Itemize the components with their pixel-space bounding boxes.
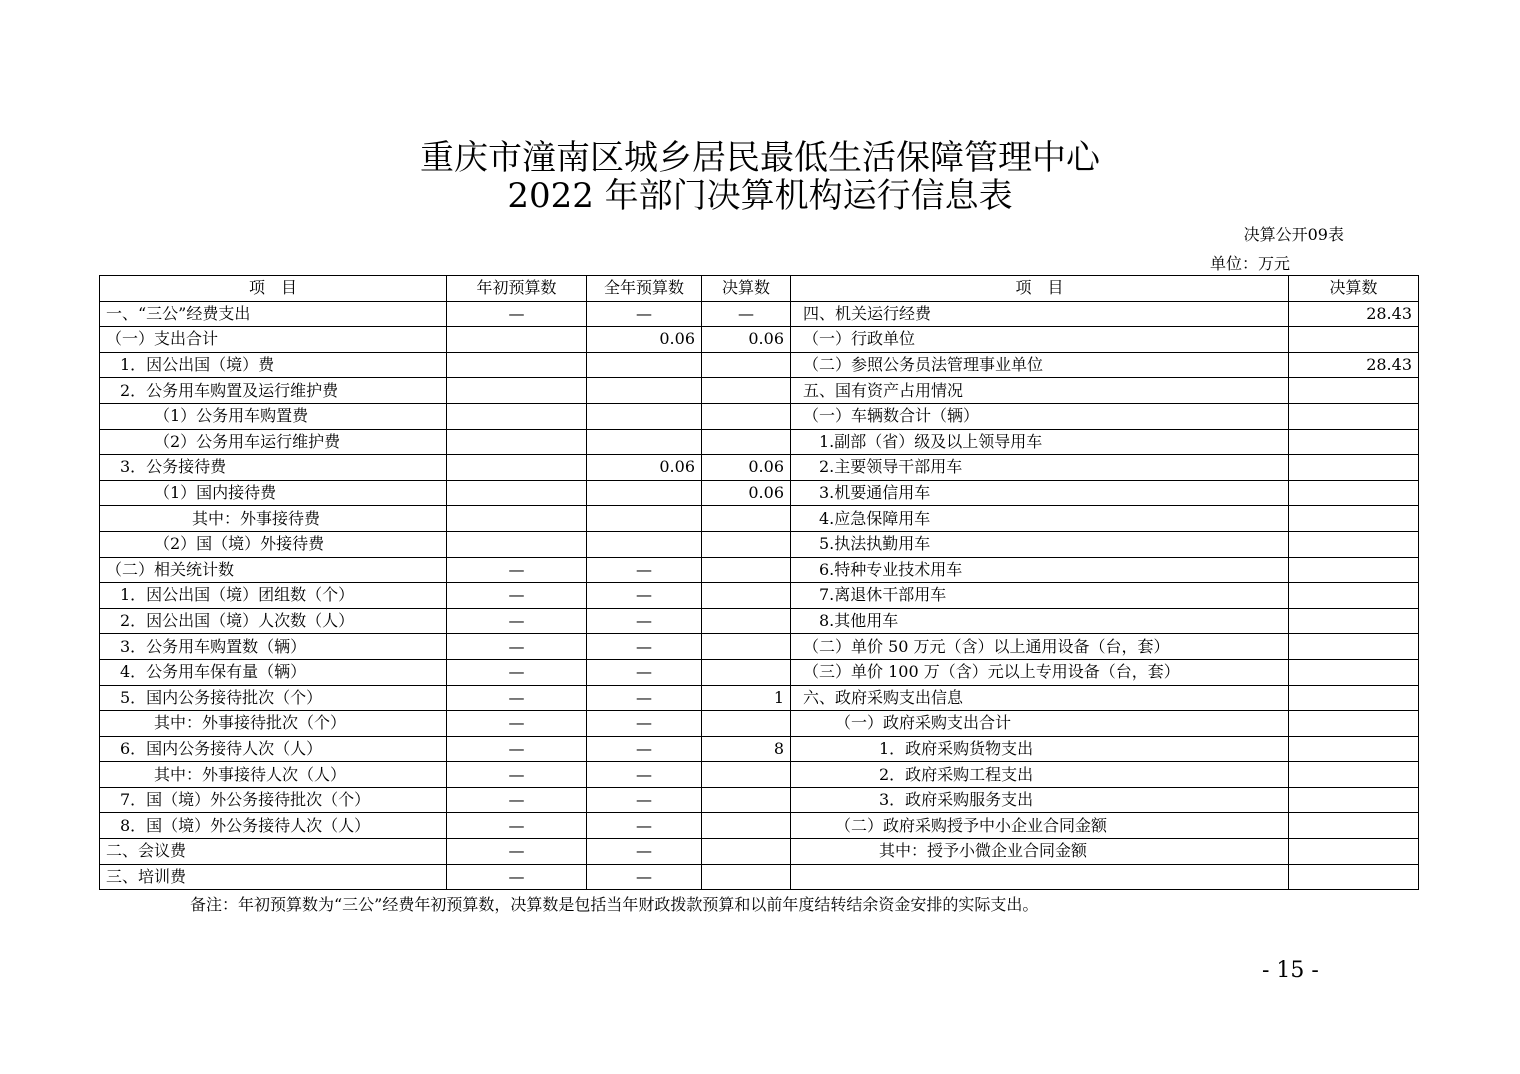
table-code: 决算公开09表	[1243, 225, 1344, 244]
full-year-budget-cell: —	[587, 608, 702, 634]
document-title-line1: 重庆市潼南区城乡居民最低生活保障管理中心	[420, 138, 1100, 178]
table-row	[100, 864, 1419, 890]
header-right-item: 项 目	[791, 276, 1289, 302]
table-row	[100, 813, 1419, 839]
right-item-cell: 2．政府采购工程支出	[791, 762, 1289, 788]
right-final-cell	[1289, 736, 1419, 762]
left-item-cell: 其中：外事接待人次（人）	[100, 762, 447, 788]
table-row	[100, 455, 1419, 481]
final-account-cell	[702, 608, 791, 634]
full-year-budget-cell: 0.06	[587, 327, 702, 353]
full-year-budget-cell	[587, 403, 702, 429]
initial-budget-cell	[447, 327, 587, 353]
right-item-cell: 1.副部（省）级及以上领导用车	[791, 429, 1289, 455]
left-item-cell: 8．国（境）外公务接待人次（人）	[100, 813, 447, 839]
initial-budget-cell: —	[447, 762, 587, 788]
initial-budget-cell: —	[447, 659, 587, 685]
right-item-cell: （二）政府采购授予中小企业合同金额	[791, 813, 1289, 839]
final-account-cell	[702, 506, 791, 532]
final-account-cell	[702, 403, 791, 429]
final-account-cell	[702, 864, 791, 890]
table-row	[100, 634, 1419, 660]
final-account-cell	[702, 531, 791, 557]
final-account-cell	[702, 378, 791, 404]
full-year-budget-cell: —	[587, 557, 702, 583]
left-item-cell: （一）支出合计	[100, 327, 447, 353]
right-item-cell: 3．政府采购服务支出	[791, 787, 1289, 813]
left-item-cell: （2）公务用车运行维护费	[100, 429, 447, 455]
right-item-cell: 4.应急保障用车	[791, 506, 1289, 532]
right-final-cell	[1289, 864, 1419, 890]
initial-budget-cell: —	[447, 864, 587, 890]
left-item-cell: 二、会议费	[100, 839, 447, 865]
final-account-cell	[702, 813, 791, 839]
left-item-cell: 其中：外事接待批次（个）	[100, 711, 447, 737]
left-item-cell: （2）国（境）外接待费	[100, 531, 447, 557]
left-item-cell: 3．公务接待费	[100, 455, 447, 481]
right-final-cell	[1289, 634, 1419, 660]
right-final-cell	[1289, 787, 1419, 813]
right-final-cell	[1289, 557, 1419, 583]
table-row	[100, 787, 1419, 813]
right-item-cell: （一）政府采购支出合计	[791, 711, 1289, 737]
right-item-cell: 7.离退休干部用车	[791, 583, 1289, 609]
full-year-budget-cell: —	[587, 736, 702, 762]
table-row	[100, 531, 1419, 557]
initial-budget-cell	[447, 403, 587, 429]
initial-budget-cell: —	[447, 685, 587, 711]
right-final-cell	[1289, 659, 1419, 685]
table-row	[100, 762, 1419, 788]
final-account-cell	[702, 711, 791, 737]
full-year-budget-cell	[587, 480, 702, 506]
right-final-cell: 28.43	[1289, 301, 1419, 327]
right-item-cell	[791, 864, 1289, 890]
full-year-budget-cell: —	[587, 583, 702, 609]
full-year-budget-cell	[587, 352, 702, 378]
initial-budget-cell	[447, 480, 587, 506]
right-final-cell	[1289, 839, 1419, 865]
right-item-cell: 1．政府采购货物支出	[791, 736, 1289, 762]
left-item-cell: 2．因公出国（境）人次数（人）	[100, 608, 447, 634]
table-row	[100, 378, 1419, 404]
initial-budget-cell: —	[447, 839, 587, 865]
full-year-budget-cell: —	[587, 659, 702, 685]
header-initial-budget: 年初预算数	[447, 276, 587, 302]
right-final-cell	[1289, 583, 1419, 609]
right-item-cell: （二）单价 50 万元（含）以上通用设备（台，套）	[791, 634, 1289, 660]
full-year-budget-cell: —	[587, 301, 702, 327]
table-row	[100, 301, 1419, 327]
left-item-cell: 1．因公出国（境）团组数（个）	[100, 583, 447, 609]
right-final-cell	[1289, 429, 1419, 455]
header-final-account: 决算数	[702, 276, 791, 302]
full-year-budget-cell: —	[587, 685, 702, 711]
right-final-cell	[1289, 711, 1419, 737]
left-item-cell: 其中：外事接待费	[100, 506, 447, 532]
table-row	[100, 711, 1419, 737]
final-account-cell: 0.06	[702, 480, 791, 506]
final-account-cell	[702, 787, 791, 813]
table-row	[100, 429, 1419, 455]
right-item-cell: 8.其他用车	[791, 608, 1289, 634]
right-final-cell	[1289, 378, 1419, 404]
final-account-cell	[702, 429, 791, 455]
initial-budget-cell: —	[447, 787, 587, 813]
left-item-cell: （1）公务用车购置费	[100, 403, 447, 429]
right-item-cell: 其中：授予小微企业合同金额	[791, 839, 1289, 865]
full-year-budget-cell: 0.06	[587, 455, 702, 481]
left-item-cell: 三、培训费	[100, 864, 447, 890]
unit-label: 单位：万元	[1209, 254, 1290, 273]
left-item-cell: 7．国（境）外公务接待批次（个）	[100, 787, 447, 813]
full-year-budget-cell: —	[587, 839, 702, 865]
table-row	[100, 506, 1419, 532]
initial-budget-cell: —	[447, 634, 587, 660]
initial-budget-cell	[447, 378, 587, 404]
final-account-cell: 0.06	[702, 455, 791, 481]
initial-budget-cell: —	[447, 813, 587, 839]
initial-budget-cell: —	[447, 557, 587, 583]
right-item-cell: 3.机要通信用车	[791, 480, 1289, 506]
full-year-budget-cell: —	[587, 813, 702, 839]
table-row	[100, 736, 1419, 762]
right-final-cell	[1289, 455, 1419, 481]
full-year-budget-cell	[587, 429, 702, 455]
left-item-cell: 1．因公出国（境）费	[100, 352, 447, 378]
initial-budget-cell	[447, 352, 587, 378]
final-account-cell: 8	[702, 736, 791, 762]
table-row	[100, 403, 1419, 429]
right-final-cell	[1289, 403, 1419, 429]
right-final-cell	[1289, 480, 1419, 506]
initial-budget-cell: —	[447, 711, 587, 737]
final-account-cell: 0.06	[702, 327, 791, 353]
right-item-cell: 四、机关运行经费	[791, 301, 1289, 327]
full-year-budget-cell: —	[587, 864, 702, 890]
final-account-cell: —	[702, 301, 791, 327]
right-item-cell: 5.执法执勤用车	[791, 531, 1289, 557]
footnote: 备注：年初预算数为“三公”经费年初预算数，决算数是包括当年财政拨款预算和以前年度结转结余资金安排的实际支出。	[190, 895, 1039, 914]
final-account-cell	[702, 659, 791, 685]
final-account-cell	[702, 839, 791, 865]
table-row	[100, 685, 1419, 711]
left-item-cell: 4．公务用车保有量（辆）	[100, 659, 447, 685]
final-account-cell	[702, 634, 791, 660]
final-account-cell	[702, 557, 791, 583]
right-final-cell	[1289, 813, 1419, 839]
initial-budget-cell	[447, 531, 587, 557]
right-final-cell	[1289, 531, 1419, 557]
initial-budget-cell: —	[447, 301, 587, 327]
table-row	[100, 659, 1419, 685]
full-year-budget-cell: —	[587, 787, 702, 813]
initial-budget-cell: —	[447, 736, 587, 762]
operating-info-table	[99, 275, 1419, 890]
header-left-item: 项 目	[100, 276, 447, 302]
document-title-line2: 2022 年部门决算机构运行信息表	[507, 176, 1013, 216]
initial-budget-cell: —	[447, 583, 587, 609]
right-item-cell: （三）单价 100 万（含）元以上专用设备（台，套）	[791, 659, 1289, 685]
full-year-budget-cell: —	[587, 634, 702, 660]
left-item-cell: （1）国内接待费	[100, 480, 447, 506]
full-year-budget-cell	[587, 531, 702, 557]
initial-budget-cell	[447, 429, 587, 455]
full-year-budget-cell	[587, 378, 702, 404]
right-final-cell	[1289, 506, 1419, 532]
right-item-cell: （二）参照公务员法管理事业单位	[791, 352, 1289, 378]
left-item-cell: 2．公务用车购置及运行维护费	[100, 378, 447, 404]
right-final-cell	[1289, 327, 1419, 353]
table-row	[100, 608, 1419, 634]
right-final-cell: 28.43	[1289, 352, 1419, 378]
right-item-cell: （一）行政单位	[791, 327, 1289, 353]
final-account-cell: 1	[702, 685, 791, 711]
table-row	[100, 480, 1419, 506]
right-final-cell	[1289, 762, 1419, 788]
full-year-budget-cell: —	[587, 762, 702, 788]
table-header-row	[100, 276, 1419, 302]
table-row	[100, 327, 1419, 353]
right-item-cell: 2.主要领导干部用车	[791, 455, 1289, 481]
left-item-cell: 一、“三公”经费支出	[100, 301, 447, 327]
page-number: - 15 -	[1262, 958, 1319, 983]
left-item-cell: 3．公务用车购置数（辆）	[100, 634, 447, 660]
header-right-final: 决算数	[1289, 276, 1419, 302]
table-row	[100, 839, 1419, 865]
final-account-cell	[702, 352, 791, 378]
left-item-cell: （二）相关统计数	[100, 557, 447, 583]
right-final-cell	[1289, 608, 1419, 634]
initial-budget-cell: —	[447, 608, 587, 634]
table-row	[100, 352, 1419, 378]
table-row	[100, 583, 1419, 609]
final-account-cell	[702, 583, 791, 609]
header-full-year-budget: 全年预算数	[587, 276, 702, 302]
initial-budget-cell	[447, 506, 587, 532]
right-final-cell	[1289, 685, 1419, 711]
right-item-cell: （一）车辆数合计（辆）	[791, 403, 1289, 429]
right-item-cell: 六、政府采购支出信息	[791, 685, 1289, 711]
full-year-budget-cell	[587, 506, 702, 532]
left-item-cell: 6．国内公务接待人次（人）	[100, 736, 447, 762]
right-item-cell: 五、国有资产占用情况	[791, 378, 1289, 404]
right-item-cell: 6.特种专业技术用车	[791, 557, 1289, 583]
initial-budget-cell	[447, 455, 587, 481]
table-row	[100, 557, 1419, 583]
left-item-cell: 5．国内公务接待批次（个）	[100, 685, 447, 711]
final-account-cell	[702, 762, 791, 788]
full-year-budget-cell: —	[587, 711, 702, 737]
